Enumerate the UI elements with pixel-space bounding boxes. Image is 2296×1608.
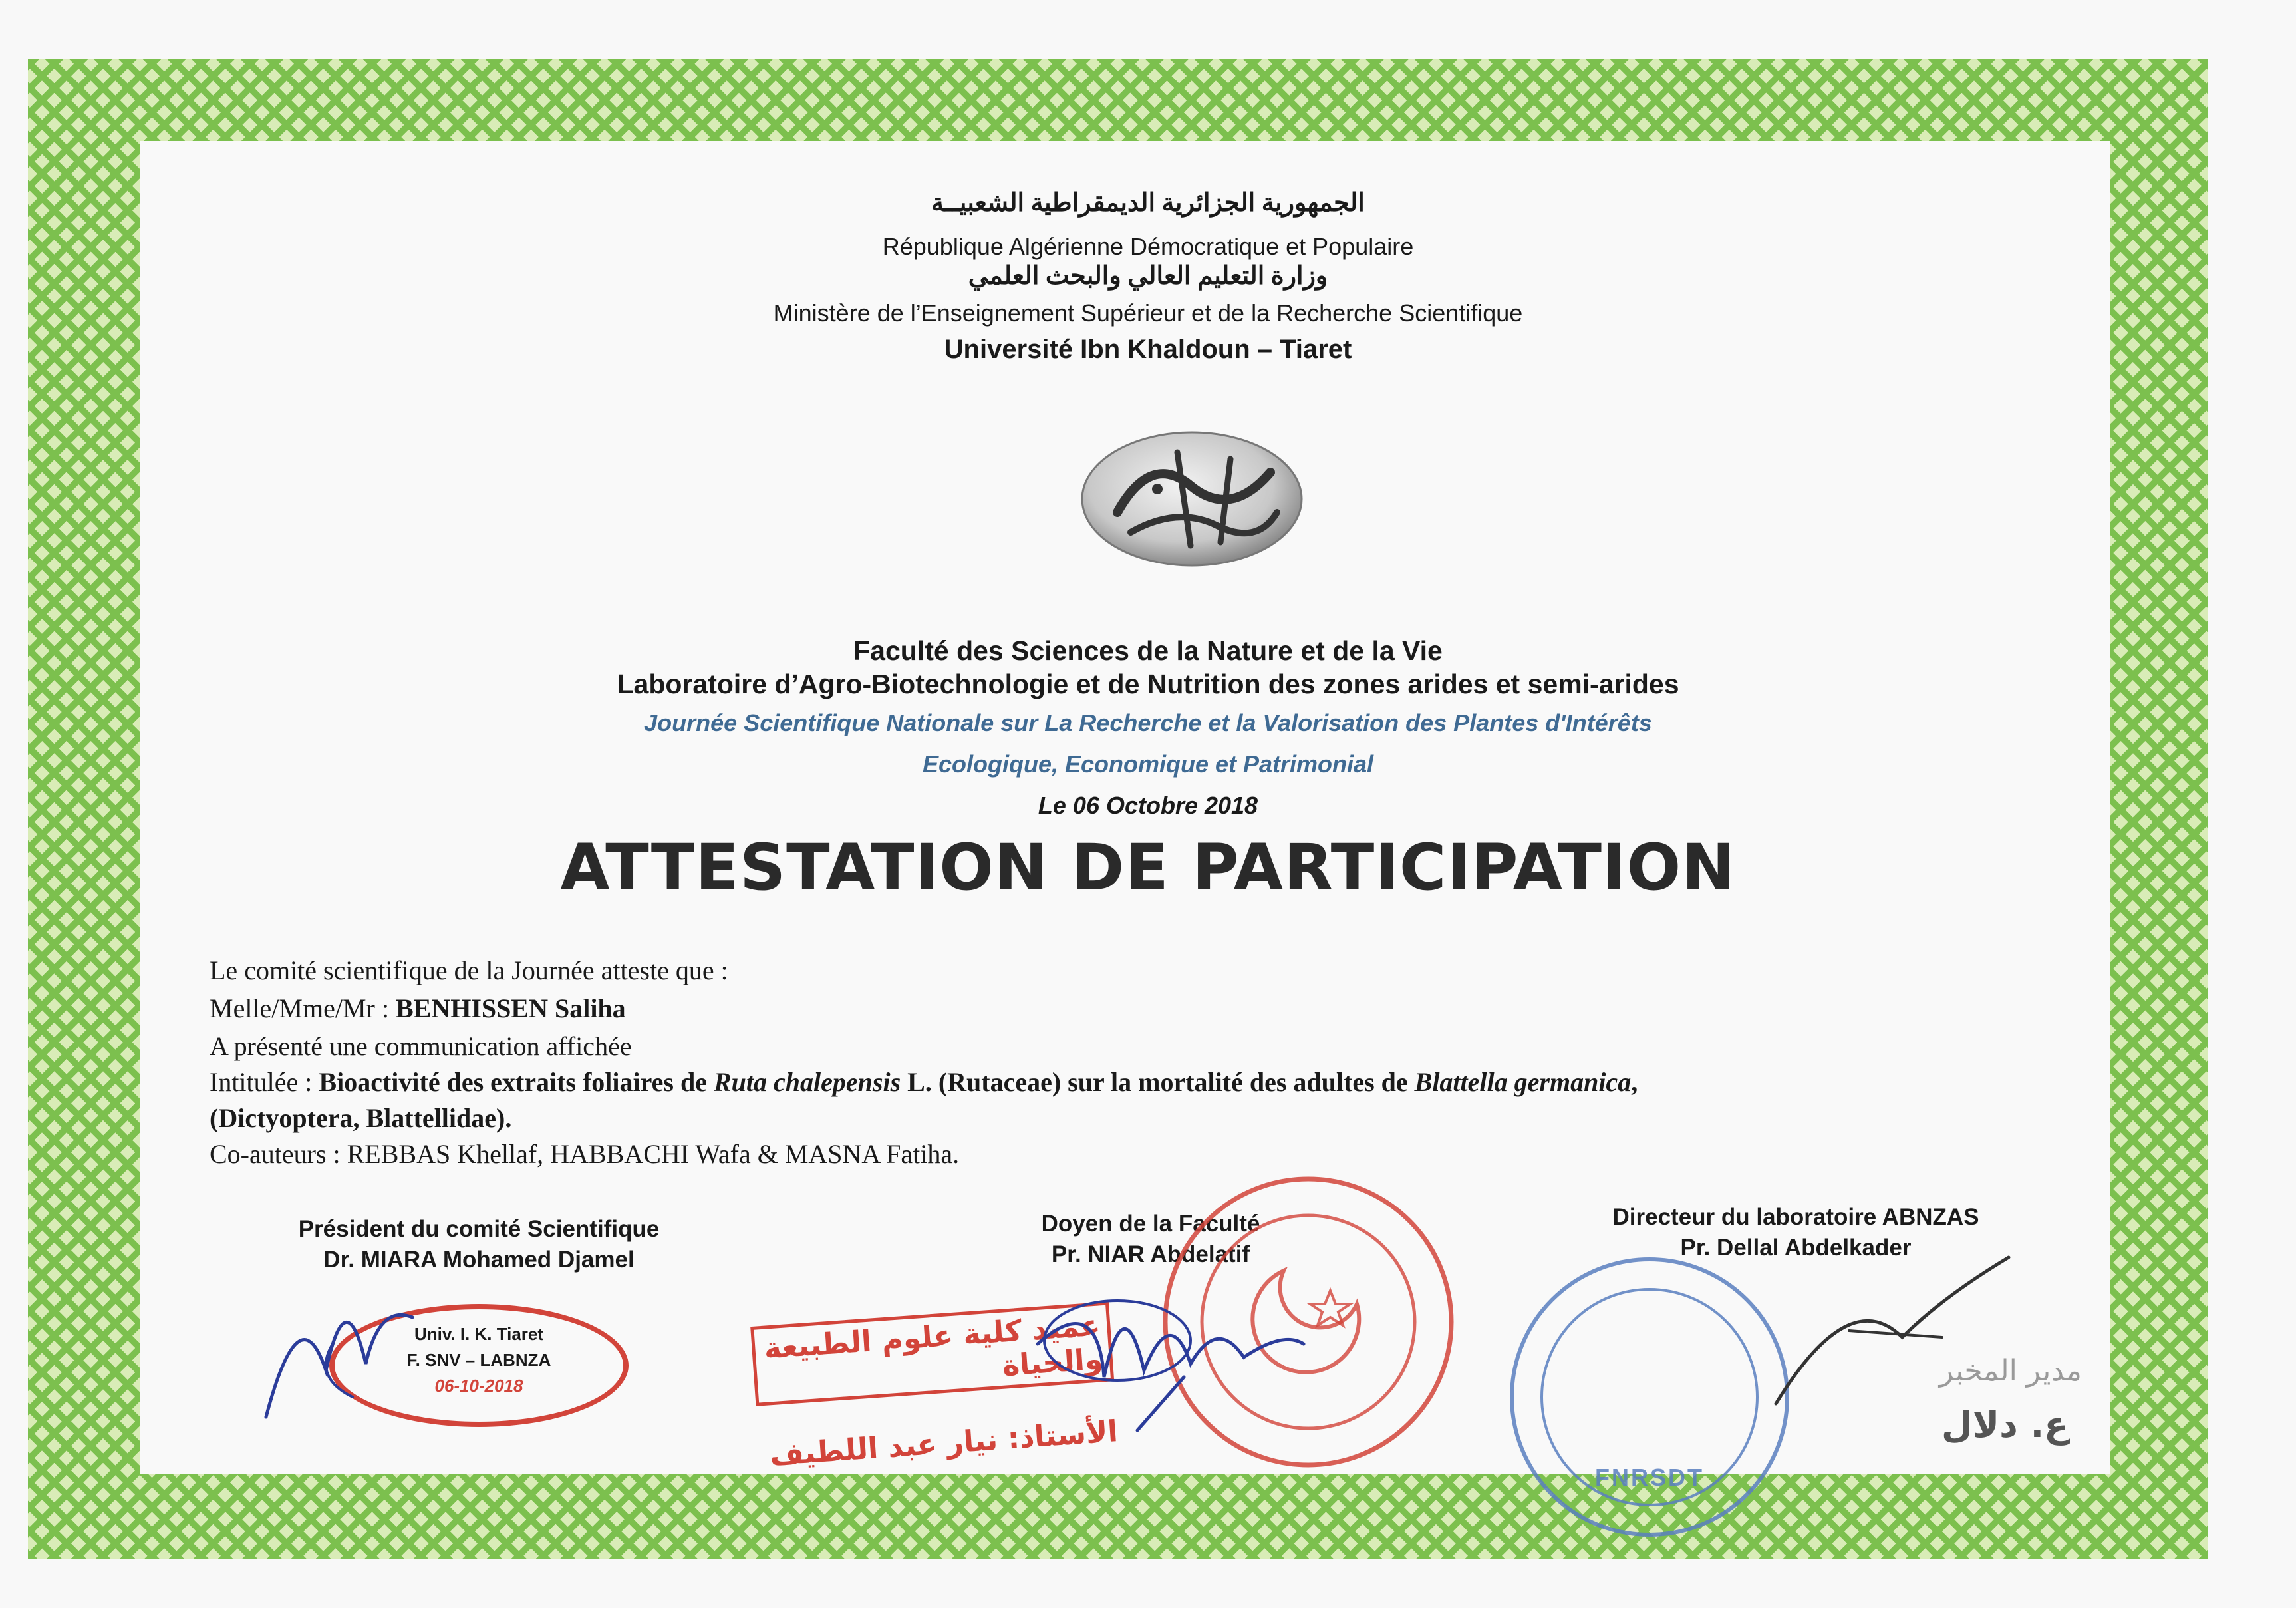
- fnrsdt-seal-text: FNRSDT: [1595, 1464, 1704, 1491]
- event-title-line1: Journée Scientifique Nationale sur La Recherche et la Valorisation des Plantes d'Intérêts: [644, 709, 1652, 736]
- communication-title-line1: [210, 1066, 1638, 1098]
- director-signature: [1769, 1244, 2022, 1417]
- director-name: Pr. Dellal Abdelkader: [1680, 1235, 1912, 1261]
- dean-stamp-line2: الأستاذ: نيار عبد اللطيف: [768, 1414, 1119, 1473]
- title-part2: L. (Rutaceae) sur la mortalité des adultes de: [901, 1067, 1415, 1097]
- participant-prefix: Melle/Mme/Mr :: [210, 993, 396, 1023]
- dean-name: Pr. NIAR Abdelatif: [1051, 1241, 1250, 1267]
- director-handwritten-name: ع. دلال: [1941, 1404, 2069, 1446]
- title-prefix: Intitulée :: [210, 1067, 319, 1097]
- oval-stamp-date: 06-10-2018: [434, 1376, 523, 1396]
- oval-stamp-line2: F. SNV – LABNZA: [406, 1350, 551, 1370]
- attestation-title: ATTESTATION DE PARTICIPATION: [560, 830, 1736, 905]
- participant-line: [210, 993, 626, 1024]
- participant-name: BENHISSEN Saliha: [395, 993, 626, 1023]
- president-name: Dr. MIARA Mohamed Djamel: [323, 1247, 635, 1273]
- dean-stamp-line1: عميد كلية علوم الطبيعة والحياة: [750, 1301, 1114, 1406]
- faculty-heading: Faculté des Sciences de la Nature et de la Vie: [853, 635, 1443, 666]
- director-role: Directeur du laboratoire ABNZAS: [1612, 1204, 1979, 1230]
- university-heading: Université Ibn Khaldoun – Tiaret: [944, 335, 1352, 364]
- oval-stamp-line1: Univ. I. K. Tiaret: [414, 1324, 544, 1344]
- title-species2: Blattella germanica: [1414, 1067, 1632, 1097]
- event-date: Le 06 Octobre 2018: [1038, 792, 1258, 819]
- arabic-republic-heading: الجمهورية الجزائرية الديمقراطية الشعبيــة: [931, 189, 1365, 217]
- president-signature: [253, 1264, 426, 1437]
- coauthors-line: Co-auteurs : REBBAS Khellaf, HABBACHI Wafa & MASNA Fatiha.: [210, 1139, 960, 1169]
- title-part3: ,: [1631, 1067, 1638, 1097]
- university-logo: [1077, 426, 1307, 569]
- committee-statement: Le comité scientifique de la Journée atteste que :: [210, 955, 728, 985]
- title-species1: Ruta chalepensis: [713, 1067, 901, 1097]
- presentation-type: A présenté une communication affichée: [210, 1031, 632, 1061]
- president-role: Président du comité Scientifique: [298, 1216, 660, 1242]
- title-part1: Bioactivité des extraits foliaires de: [319, 1067, 714, 1097]
- fnrsdt-round-seal: [1510, 1257, 1789, 1537]
- laboratory-heading: Laboratoire d’Agro-Biotechnologie et de Nutrition des zones arides et semi-arides: [617, 669, 1679, 699]
- republic-heading: République Algérienne Démocratique et Populaire: [882, 233, 1414, 260]
- director-handwritten-title: مدير المخبر: [1939, 1354, 2082, 1388]
- ministry-heading: Ministère de l’Enseignement Supérieur et de la Recherche Scientifique: [773, 299, 1523, 327]
- dean-signature: [1018, 1264, 1317, 1437]
- communication-title-line2: (Dictyoptera, Blattellidae).: [210, 1103, 512, 1133]
- event-title-line2: Ecologique, Economique et Patrimonial: [922, 750, 1374, 778]
- dean-role: Doyen de la Faculté: [1041, 1211, 1260, 1237]
- arabic-ministry-heading: وزارة التعليم العالي والبحث العلمي: [968, 262, 1328, 290]
